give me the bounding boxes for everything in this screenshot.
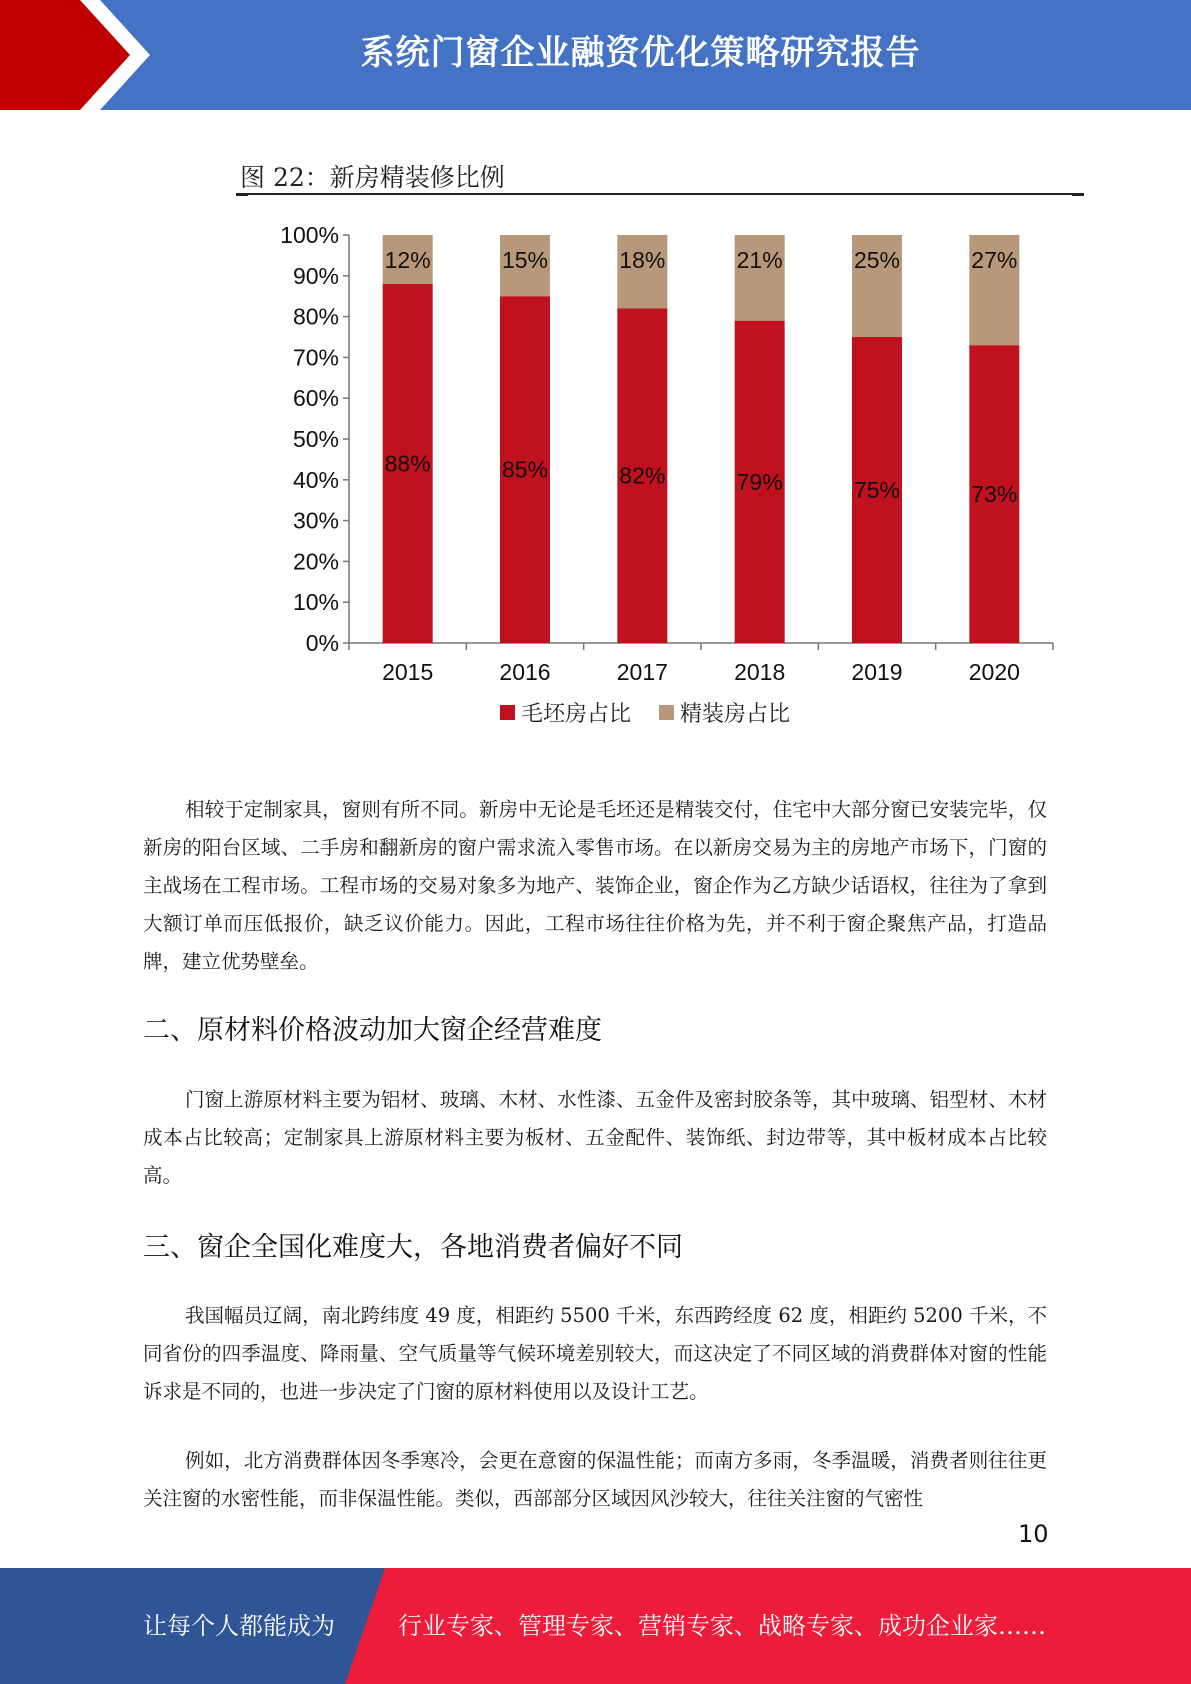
page-footer — [0, 1568, 1191, 1684]
paragraph-geography: 我国幅员辽阔，南北跨纬度 49 度，相距约 5500 千米，东西跨经度 62 度，相距约 5200 千米，不同省份的四季温度、降雨量、空气质量等气候环境差别较大，而这决定了不同区域的消费群体对窗的性能诉求是不同的，也进一步决定了门窗的原材料使用以及设计工艺。 — [143, 1304, 1047, 1403]
y-tick-label: 50% — [292, 426, 339, 452]
data-label-finished-2018: 21% — [736, 247, 783, 273]
footer-slogan-right: 行业专家、管理专家、营销专家、战略专家、成功企业家…… — [398, 1612, 1046, 1640]
x-tick-label-2015: 2015 — [382, 659, 434, 685]
y-tick-label: 60% — [292, 385, 339, 412]
legend-item-rough — [500, 697, 631, 728]
y-tick-label: 80% — [292, 303, 339, 330]
legend-label-finished: 精装房占比 — [680, 702, 791, 727]
data-label-finished-2016: 15% — [501, 247, 549, 273]
page-number: 10 — [1018, 1520, 1049, 1548]
y-tick-label: 10% — [292, 589, 339, 616]
section-heading-raw-materials: 二、原材料价格波动加大窗企经营难度 — [143, 1015, 602, 1046]
paragraph-raw-materials: 门窗上游原材料主要为铝材、玻璃、木材、水性漆、五金件及密封胶条等，其中玻璃、铝型材、木材成本占比较高；定制家具上游原材料主要为板材、五金配件、装饰纸、封边带等，其中板材成本占比较高。 — [143, 1088, 1047, 1187]
page-header — [0, 0, 1191, 110]
data-label-rough-2017: 82% — [619, 462, 666, 489]
x-tick-label-2016: 2016 — [499, 659, 551, 685]
paragraph-regional-preferences: 例如，北方消费群体因冬季寒冷，会更在意窗的保温性能；而南方多雨，冬季温暖，消费者则往往更关注窗的水密性能，而非保温性能。类似，西部部分区域因风沙较大，往往关注窗的气密性 — [143, 1449, 1047, 1510]
data-label-rough-2018: 79% — [736, 468, 783, 495]
y-tick-label: 100% — [280, 222, 339, 248]
legend-label-rough: 毛坯房占比 — [521, 702, 632, 727]
data-label-finished-2020: 27% — [971, 247, 1018, 273]
data-label-finished-2019: 25% — [853, 247, 901, 273]
figure-caption-rule — [236, 193, 1084, 195]
data-label-rough-2016: 85% — [501, 456, 549, 483]
data-label-rough-2020: 73% — [971, 481, 1018, 508]
x-tick-label-2020: 2020 — [968, 659, 1020, 685]
data-label-finished-2017: 18% — [619, 247, 666, 273]
report-title: 系统门窗企业融资优化策略研究报告 — [360, 33, 921, 73]
data-label-finished-2015: 12% — [384, 247, 431, 273]
y-tick-label: 30% — [292, 507, 339, 534]
data-label-rough-2019: 75% — [853, 477, 901, 503]
y-tick-label: 20% — [292, 548, 339, 575]
data-label-rough-2015: 88% — [384, 450, 431, 477]
x-tick-label-2019: 2019 — [851, 659, 903, 685]
y-tick-label: 90% — [292, 262, 339, 289]
legend-swatch-finished — [659, 705, 674, 720]
stacked-bar-chart — [236, 210, 1076, 690]
paragraph-windows-vs-furniture: 相较于定制家具，窗则有所不同。新房中无论是毛坯还是精装交付，住宅中大部分窗已安装完毕，仅新房的阳台区域、二手房和翻新房的窗户需求流入零售市场。在以新房交易为主的房地产市场下，门窗的主战场在工程市场。工程市场的交易对象多为地产、装饰企业，窗企作为乙方缺少话语权，往往为了拿到大额订单而压低报价，缺乏议价能力。因此，工程市场往往价格为先，并不利于窗企聚焦产品，打造品牌，建立优势壁垒。 — [143, 798, 1047, 973]
legend-item-finished — [659, 697, 790, 728]
section-heading-nationalization: 三、窗企全国化难度大，各地消费者偏好不同 — [143, 1232, 683, 1263]
x-tick-label-2017: 2017 — [616, 659, 668, 685]
y-tick-label: 70% — [292, 344, 339, 371]
figure-caption: 图 22：新房精装修比例 — [240, 163, 505, 192]
figure-rule-right-tick — [1072, 193, 1084, 196]
y-tick-label: 0% — [305, 630, 339, 656]
chart-legend — [500, 697, 790, 728]
figure-rule-left-tick — [236, 193, 248, 196]
y-tick-label: 40% — [292, 466, 339, 493]
legend-swatch-rough — [500, 705, 515, 720]
footer-slogan-left: 让每个人都能成为 — [143, 1612, 335, 1640]
x-tick-label-2018: 2018 — [734, 659, 786, 685]
